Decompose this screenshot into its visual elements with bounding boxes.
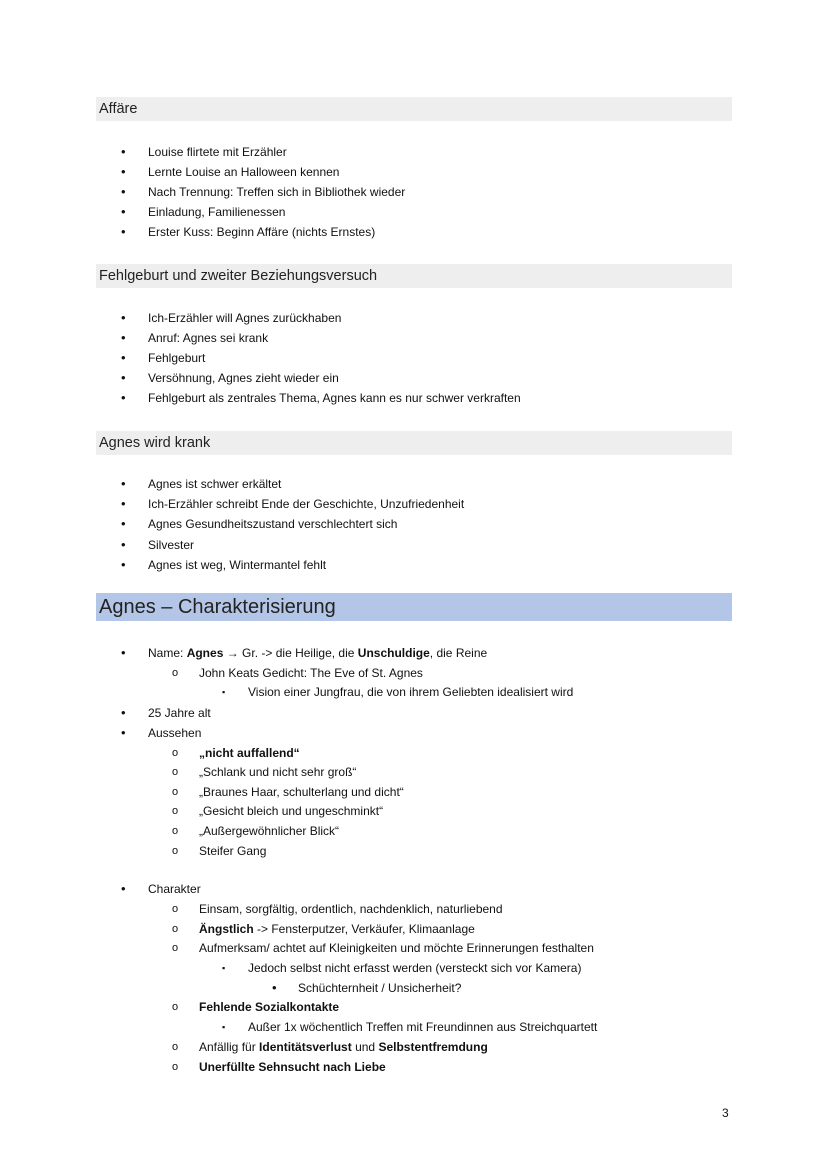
- chapter-heading-charakterisierung: Agnes – Charakterisierung: [96, 593, 732, 621]
- bullet: •: [121, 496, 126, 511]
- aengstlich-bold: Ängstlich: [199, 922, 254, 936]
- name-mid: Gr. -> die Heilige, die: [238, 646, 358, 660]
- list-item: Ich-Erzähler will Agnes zurückhaben: [148, 311, 342, 325]
- list-item: Silvester: [148, 538, 195, 552]
- list-item-alter: 25 Jahre alt: [148, 706, 211, 720]
- aussehen-gang: Steifer Gang: [199, 844, 267, 858]
- bullet: •: [121, 725, 126, 740]
- list-item: Louise flirtete mit Erzähler: [148, 145, 287, 159]
- name-agnes: Agnes: [186, 646, 224, 660]
- square-bullet: ▪: [222, 687, 226, 697]
- bullet: •: [121, 705, 126, 720]
- bullet: •: [121, 330, 126, 345]
- bullet: •: [121, 645, 126, 660]
- list-item-aussehen: Aussehen: [148, 726, 202, 740]
- name-label: Name:: [148, 646, 187, 660]
- charakter-schuechtern: Schüchternheit / Unsicherheit?: [298, 981, 462, 995]
- bullet: •: [121, 144, 126, 159]
- section-heading-affaere: Affäre: [96, 97, 732, 121]
- list-item: Nach Trennung: Treffen sich in Bibliothek wieder: [148, 185, 406, 199]
- list-item: Ich-Erzähler schreibt Ende der Geschichte, Unzufriedenheit: [148, 497, 465, 511]
- list-item-vision: Vision einer Jungfrau, die von ihrem Geliebten idealisiert wird: [248, 685, 574, 699]
- list-item-charakter: Charakter: [148, 882, 201, 896]
- bullet: •: [121, 516, 126, 531]
- bullet: •: [121, 390, 126, 405]
- list-item: Erster Kuss: Beginn Affäre (nichts Ernstes): [148, 225, 376, 239]
- list-item: Fehlgeburt: [148, 351, 206, 365]
- arrow-icon: →: [226, 646, 239, 660]
- aussehen-gesicht: „Gesicht bleich und ungeschminkt“: [199, 804, 384, 818]
- circle-bullet: o: [172, 903, 179, 915]
- bullet: •: [121, 350, 126, 365]
- bullet: •: [121, 310, 126, 325]
- bullet: •: [121, 204, 126, 219]
- selbst: Selbstentfremdung: [378, 1040, 488, 1054]
- page-number: 3: [722, 1106, 729, 1120]
- circle-bullet: o: [172, 805, 179, 817]
- section-heading-krank: Agnes wird krank: [96, 431, 732, 455]
- list-item: Agnes ist schwer erkältet: [148, 477, 282, 491]
- list-item: Agnes Gesundheitszustand verschlechtert sich: [148, 517, 398, 531]
- list-item: Versöhnung, Agnes zieht wieder ein: [148, 371, 339, 385]
- list-item-name: [148, 645, 487, 661]
- list-item: Fehlgeburt als zentrales Thema, Agnes kann es nur schwer verkraften: [148, 391, 521, 405]
- charakter-treffen: Außer 1x wöchentlich Treffen mit Freundinnen aus Streichquartett: [248, 1020, 598, 1034]
- circle-bullet: o: [172, 667, 179, 679]
- und: und: [351, 1040, 379, 1054]
- square-bullet: ▪: [222, 1022, 226, 1032]
- charakter-eigenschaften: Einsam, sorgfältig, ordentlich, nachdenklich, naturliebend: [199, 902, 503, 916]
- charakter-sozial: Fehlende Sozialkontakte: [199, 1000, 340, 1014]
- charakter-anfaellig: [199, 1039, 488, 1055]
- circle-bullet: o: [172, 825, 179, 837]
- bullet: •: [121, 476, 126, 491]
- circle-bullet: o: [172, 786, 179, 798]
- aussehen-nicht-auffallend: „nicht auffallend“: [199, 746, 300, 760]
- bullet: •: [272, 980, 277, 995]
- list-item: Anruf: Agnes sei krank: [148, 331, 269, 345]
- aussehen-schlank: „Schlank und nicht sehr groß“: [199, 765, 357, 779]
- identitaet: Identitätsverlust: [259, 1040, 352, 1054]
- charakter-aufmerksam: Aufmerksam/ achtet auf Kleinigkeiten und möchte Erinnerungen festhalten: [199, 941, 594, 955]
- bullet: •: [121, 224, 126, 239]
- list-item: Lernte Louise an Halloween kennen: [148, 165, 340, 179]
- list-item: Agnes ist weg, Wintermantel fehlt: [148, 558, 327, 572]
- circle-bullet: o: [172, 942, 179, 954]
- square-bullet: ▪: [222, 963, 226, 973]
- bullet: •: [121, 184, 126, 199]
- charakter-aengstlich: [199, 921, 475, 937]
- aussehen-haar: „Braunes Haar, schulterlang und dicht“: [199, 785, 404, 799]
- name-unschuldige: Unschuldige: [357, 646, 430, 660]
- circle-bullet: o: [172, 747, 179, 759]
- circle-bullet: o: [172, 1001, 179, 1013]
- list-item-keats: John Keats Gedicht: The Eve of St. Agnes: [199, 666, 423, 680]
- circle-bullet: o: [172, 1061, 179, 1073]
- aengstlich-rest: -> Fensterputzer, Verkäufer, Klimaanlage: [253, 922, 475, 936]
- section-heading-fehlgeburt: Fehlgeburt und zweiter Beziehungsversuch: [96, 264, 732, 288]
- bullet: •: [121, 881, 126, 896]
- circle-bullet: o: [172, 845, 179, 857]
- anfaellig-pre: Anfällig für: [199, 1040, 260, 1054]
- circle-bullet: o: [172, 766, 179, 778]
- aussehen-blick: „Außergewöhnlicher Blick“: [199, 824, 340, 838]
- circle-bullet: o: [172, 923, 179, 935]
- bullet: •: [121, 164, 126, 179]
- bullet: •: [121, 537, 126, 552]
- circle-bullet: o: [172, 1041, 179, 1053]
- bullet: •: [121, 557, 126, 572]
- charakter-sehnsucht: Unerfüllte Sehnsucht nach Liebe: [199, 1060, 386, 1074]
- name-end: , die Reine: [429, 646, 488, 660]
- list-item: Einladung, Familienessen: [148, 205, 286, 219]
- charakter-jedoch: Jedoch selbst nicht erfasst werden (versteckt sich vor Kamera): [248, 961, 582, 975]
- bullet: •: [121, 370, 126, 385]
